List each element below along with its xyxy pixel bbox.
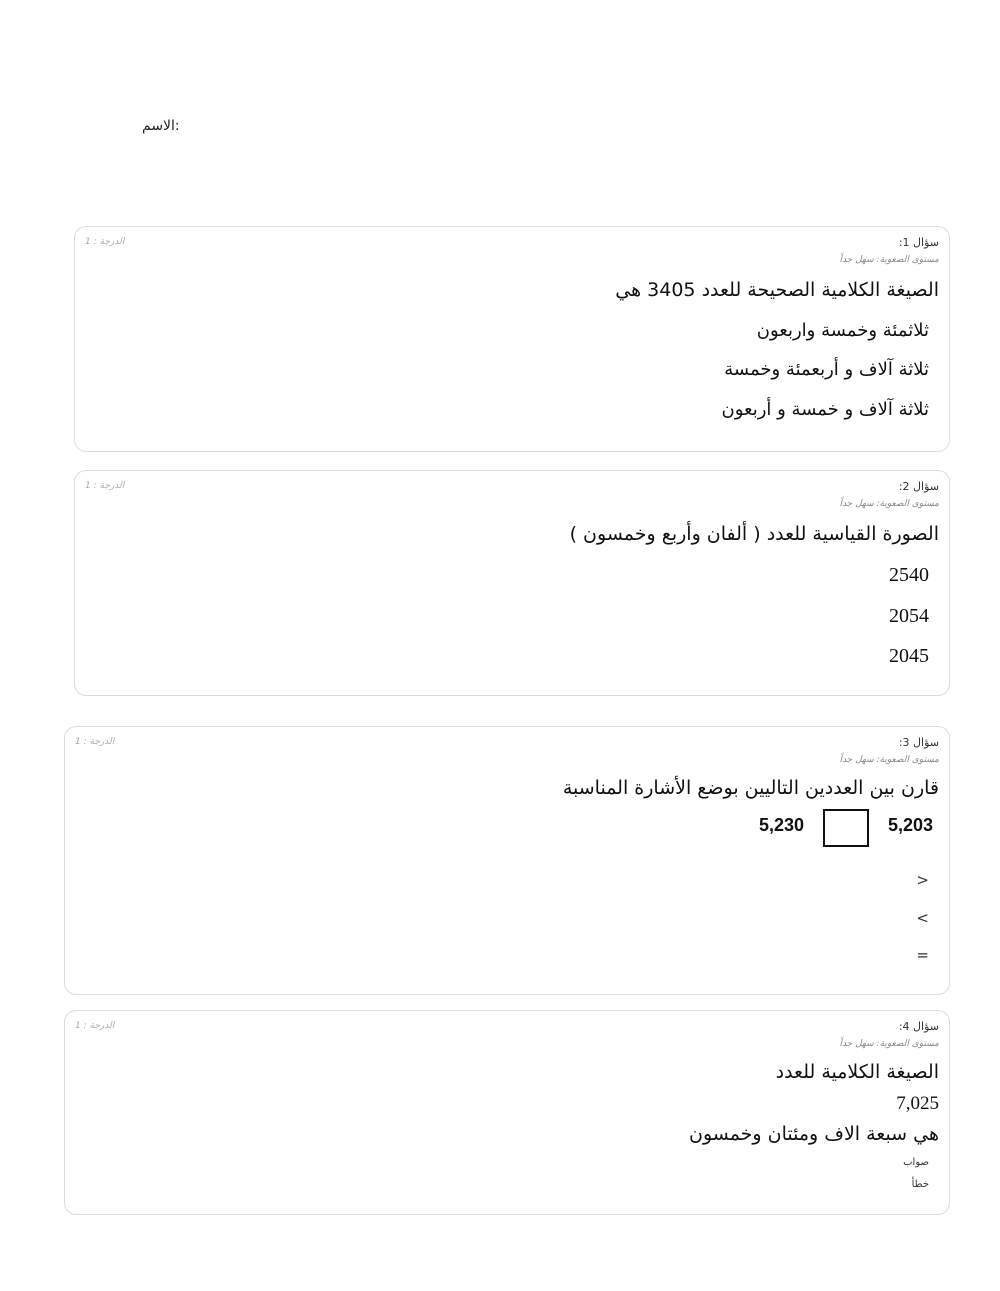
question-number: سؤال 1: (898, 236, 939, 249)
question-text: الصورة القياسية للعدد ( ألفان وأربع وخمسون ) (569, 523, 939, 545)
answer-option[interactable]: ثلاثة آلاف و أربعمئة وخمسة (724, 359, 929, 380)
right-number: 5,203 (888, 815, 934, 835)
question-number: سؤال 2: (898, 480, 939, 493)
answer-option[interactable]: = (916, 946, 929, 964)
answer-option[interactable]: 2054 (889, 605, 929, 627)
answer-option[interactable]: > (916, 871, 929, 889)
answer-option[interactable]: 2045 (889, 645, 929, 667)
question-number: سؤال 3: (898, 736, 939, 749)
question-card-1 (74, 226, 950, 452)
difficulty-label: مستوى الصعوبة: سهل جداً (839, 1039, 939, 1049)
question-text: الصيغة الكلامية الصحيحة للعدد 3405 هي (615, 279, 939, 301)
answer-option[interactable]: ثلاثمئة وخمسة واربعون (756, 320, 929, 341)
answer-option[interactable]: ثلاثة آلاف و خمسة و أربعون (721, 399, 929, 420)
question-card-2 (74, 470, 950, 696)
difficulty-label: مستوى الصعوبة: سهل جداً (839, 255, 939, 265)
difficulty-label: مستوى الصعوبة: سهل جداً (839, 499, 939, 509)
question-card-3 (64, 726, 950, 995)
difficulty-label: مستوى الصعوبة: سهل جداً (839, 755, 939, 765)
answer-option[interactable]: 2540 (889, 564, 929, 586)
grade-label: الدرجة : 1 (75, 1021, 115, 1031)
comparison-box[interactable] (823, 809, 869, 847)
question-number: سؤال 4: (898, 1020, 939, 1033)
question-text: الصيغة الكلامية للعدد (775, 1061, 939, 1083)
student-name-label: الاسم: (142, 118, 180, 134)
question-card-4 (64, 1010, 950, 1215)
answer-option[interactable]: < (916, 909, 929, 927)
question-text: هي سبعة الاف ومئتان وخمسون (688, 1123, 939, 1145)
answer-option-true[interactable]: صواب (903, 1157, 929, 1168)
question-number-value: 7,025 (896, 1093, 939, 1114)
question-text: قارن بين العددين التاليين بوضع الأشارة المناسبة (562, 777, 939, 799)
left-number: 5,230 (759, 815, 805, 835)
answer-option-false[interactable]: خطأ (911, 1179, 929, 1190)
grade-label: الدرجة : 1 (75, 737, 115, 747)
grade-label: الدرجة : 1 (85, 237, 125, 247)
grade-label: الدرجة : 1 (85, 481, 125, 491)
